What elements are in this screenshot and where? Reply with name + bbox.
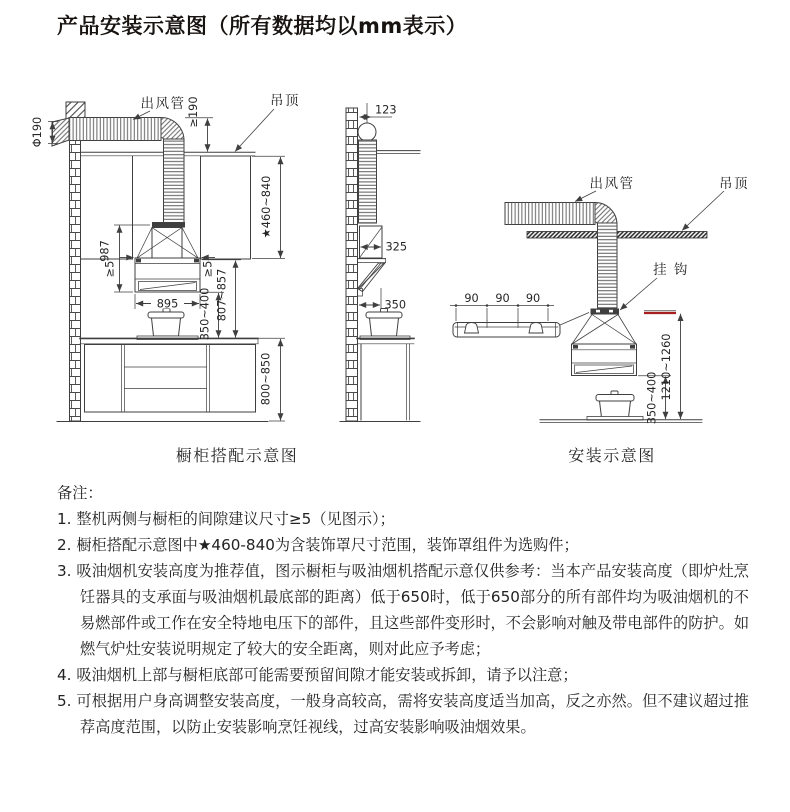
hook-spacing-dimension	[450, 292, 554, 321]
note-item-1: 1. 整机两侧与橱柜的间隙建议尺寸≥5（见图示）；	[57, 510, 395, 528]
cabinet-diagram-caption: 橱柜搭配示意图	[175, 446, 299, 465]
note-item-5: 5. 可根据用户身高调整安装高度，一般身高较高，需将安装高度适当加高，反之亦然。但不建议超过推荐高度范围，以防止安装影响烹饪视线，过高安装影响吸油烟效果。	[57, 692, 749, 736]
duct-label: 出风管	[140, 96, 186, 112]
duct-side	[359, 140, 377, 223]
dim-hood-to-cooktop-install: 350~400	[645, 371, 659, 425]
dim-wall-to-duct: 123	[375, 103, 397, 117]
wall-column	[70, 139, 81, 421]
hook-tab	[529, 323, 543, 333]
dim-duct-diameter: Φ190	[31, 116, 44, 148]
dim-above-ceiling: ≥190	[187, 96, 200, 128]
note-item-2: 2. 橱柜搭配示意图中★460-840为含装饰罩尺寸范围，装饰罩组件为选购件；	[57, 536, 579, 554]
dim-hook-spacing-3: 90	[525, 292, 541, 305]
chimney-side	[358, 226, 386, 263]
dim-987: 987	[98, 240, 112, 262]
notes-section	[57, 480, 749, 740]
dim-hook-spacing-1: 90	[464, 292, 479, 305]
range-hood	[135, 258, 200, 292]
cooking-pot	[137, 309, 198, 340]
duct-collar	[152, 222, 185, 228]
marking-line	[644, 311, 676, 313]
mounting-bar	[453, 313, 589, 338]
pot-install	[587, 391, 643, 420]
dim-top-to-cooktop: 807~857	[215, 268, 229, 322]
dim-hook-spacing-2: 90	[495, 292, 510, 305]
dim-hood-to-cooktop: 350~400	[198, 287, 212, 341]
note-item-3: 3. 吸油烟机安装高度为推荐值，图示橱柜与吸油烟机搭配示意仅供参考：当本产品安装高度（即炉灶烹饪器具的支承面与吸油烟机最底部的距离）低于650时，低于650部分的所有部件均为吸油烟机的不易燃部件或工作在安全特地电压下的部件，且这些部件变形时，不会影响对触及带电部件的防护。如燃气炉灶安装说明规定了较大的安全距离，则对此应予考虑；	[57, 562, 749, 658]
hook-label: 挂 钩	[653, 262, 689, 278]
chimney-cover	[137, 228, 198, 259]
notes-heading: 备注：	[57, 484, 103, 502]
hood-collar	[591, 309, 620, 315]
dim-cover-range: ★460~840	[260, 175, 273, 239]
dim-hookline-to-counter: 1210~1260	[660, 333, 673, 401]
dim-counter-height: 800~850	[259, 352, 273, 406]
duct-section-circle	[358, 123, 376, 141]
duct-label-install: 出风管	[589, 176, 635, 192]
ceiling-label: 吊顶	[270, 93, 300, 109]
ceiling-label-install: 吊顶	[719, 176, 749, 192]
install-diagram-caption: 安装示意图	[568, 446, 656, 465]
dim-gap-left: ≥5	[103, 260, 117, 278]
wall-column-side	[346, 108, 358, 421]
dim-gap-right: ≥5	[201, 260, 215, 278]
page-title: 产品安装示意图（所有数据均以mm表示）	[57, 14, 468, 38]
note-item-4: 4. 吸油烟机上部与橱柜底部可能需要预留间隙才能安装或拆卸，请予以注意；	[57, 666, 578, 684]
base-cabinet	[80, 338, 258, 412]
range-hood-install	[572, 344, 637, 376]
dim-hood-depth: 350	[384, 298, 407, 312]
dim-chimney-depth: 325	[385, 240, 408, 254]
countertop-install	[540, 420, 702, 423]
cabinet-diagram	[31, 93, 300, 465]
install-diagram	[450, 176, 749, 465]
chimney-install	[572, 315, 636, 345]
install-dimensions	[638, 314, 681, 424]
side-view-diagram	[340, 103, 420, 422]
upper-cabinet-right	[201, 156, 251, 259]
dim-hood-width: 895	[156, 297, 179, 311]
wall-opening-hatch	[66, 102, 85, 119]
ceiling-side	[377, 151, 421, 154]
pot-side	[360, 309, 410, 340]
hook-tab	[465, 323, 479, 333]
exhaust-duct-install	[505, 203, 617, 309]
